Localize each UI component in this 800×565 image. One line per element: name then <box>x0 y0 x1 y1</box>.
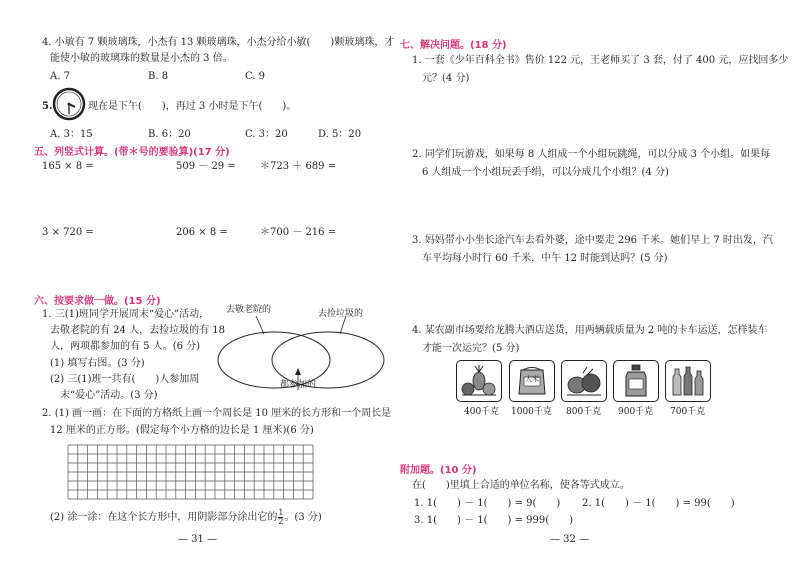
s7-q1-line1: 1. 一套《少年百科全书》售价 122 元，王老师买了 3 套，付了 400 元，应找回多少 <box>412 55 789 66</box>
section-5-title: 五、列竖式计算。(带＊号的要验算)(17 分) <box>34 147 230 158</box>
venn-label-left: 去敬老院的 <box>226 305 272 315</box>
page-number-left: — 31 — <box>178 534 218 545</box>
venn-label-bottom: 都参加的 <box>280 380 317 390</box>
s7-q4-line1: 4. 某农副市场要给龙腾大酒店送货，用两辆载质量为 2 吨的卡车运送，怎样装车 <box>412 325 768 336</box>
s6-q2b-text <box>50 509 322 526</box>
q4-option-c: C. 9 <box>245 71 266 82</box>
goods-box-vegetables <box>561 360 607 402</box>
bonus-eq2: 2. 1( ) － 1( ) = 99( ) <box>582 498 735 509</box>
square-grid <box>66 443 316 501</box>
goods-label-5: 700千克 <box>670 407 706 417</box>
s6-q2-line1: 2. (1) 画一画：在下面的方格纸上画一个周长是 10 厘米的长方形和一个周长是 <box>42 408 392 419</box>
s6-q1-line3: 人，两项都参加的有 5 人。(6 分) <box>50 341 201 352</box>
s6-q2b-main: (2) 涂一涂：在这个长方形中，用阴影部分涂出它的 <box>50 512 278 523</box>
s7-q2-line2: 6 人组成一个小组玩丢手绢，可以分成几个小组？(4 分) <box>422 167 669 178</box>
s7-q3-line2: 车平均每小时行 60 千米，中午 12 时能到达吗？(5 分) <box>422 253 668 264</box>
clock-icon <box>52 87 86 121</box>
bonus-eq3: 3. 1( ) － 1( ) = 999( ) <box>414 515 574 526</box>
goods-label-1: 400千克 <box>464 407 500 417</box>
q5-option-b: B. 6：20 <box>148 129 191 140</box>
drink-bottles-icon <box>669 365 707 397</box>
goods-label-4: 900千克 <box>618 407 654 417</box>
q5-option-c: C. 3：20 <box>245 129 288 140</box>
s6-q2b-end: 。(3 分) <box>284 512 322 523</box>
fraction-denominator: 2 <box>278 517 284 526</box>
s7-q3-line1: 3. 妈妈带小小坐长途汽车去看外婆，途中要走 296 千米。她们早上 7 时出发，汽 <box>412 235 773 246</box>
goods-label-2: 1000千克 <box>511 407 552 417</box>
venn-label-right: 去捡垃圾的 <box>318 309 364 319</box>
fruit-icon <box>460 365 498 397</box>
calc-4: 3 × 720 = <box>42 227 94 238</box>
s6-q1-line4: (1) 填写右图。(3 分) <box>50 358 145 369</box>
s7-q2-line1: 2. 同学们玩游戏，如果每 8 人组成一个小组玩跳绳，可以分成 3 个小组。如果每 <box>412 149 771 160</box>
bonus-intro: 在( )里填上合适的单位名称，使各等式成立。 <box>412 480 630 491</box>
oil-bottle-icon <box>623 364 649 398</box>
section-6-title: 六、按要求做一做。(15 分) <box>34 296 161 307</box>
q4-line1: 4. 小敏有 7 颗玻璃珠，小杰有 13 颗玻璃珠，小杰分给小敏( )颗玻璃珠，才 <box>42 37 395 48</box>
goods-box-rice <box>509 360 555 402</box>
vegetables-icon <box>565 365 603 397</box>
goods-box-fruit <box>456 360 502 402</box>
page-number-right: — 32 — <box>550 534 590 545</box>
q5-option-a: A. 3：15 <box>50 129 93 140</box>
s6-q1-line1: 1. 三(1)班同学开展周末“爱心”活动， <box>42 309 210 320</box>
s6-q1-line6: 末“爱心”活动。(3 分) <box>60 390 158 401</box>
fraction-numerator: 1 <box>278 508 284 517</box>
s7-q4-line2: 才能一次运完？(5 分) <box>422 343 520 354</box>
s7-q1-line2: 元？(4 分) <box>422 73 470 84</box>
bonus-eq1: 1. 1( ) － 1( ) = 9( ) <box>414 498 561 509</box>
s6-q1-line2: 去敬老院的有 24 人，去捡垃圾的有 18 <box>50 325 225 336</box>
goods-box-drinks <box>665 360 711 402</box>
s6-q1-line5: (2) 三(1)班一共有( )人参加周 <box>50 374 200 385</box>
q4-line2: 能使小敏的玻璃珠的数量是小杰的 3 倍。 <box>50 53 233 64</box>
calc-5: 206 × 8 = <box>176 227 228 238</box>
rice-tag: 大米 <box>525 375 539 383</box>
calc-3: ＊723 ＋ 689 = <box>260 161 337 172</box>
fraction-half <box>278 509 283 526</box>
q5-number: 5. <box>42 101 53 112</box>
bonus-title: 附加题。(10 分) <box>400 465 477 476</box>
q4-option-b: B. 8 <box>148 71 169 82</box>
q5-option-d: D. 5：20 <box>318 129 362 140</box>
calc-6: ＊700 － 216 = <box>260 227 337 238</box>
q4-option-a: A. 7 <box>50 71 70 82</box>
section-7-title: 七、解决问题。(18 分) <box>400 40 507 51</box>
s6-q2-line2: 12 厘米的正方形。(假定每个小方格的边长是 1 厘米)(6 分) <box>50 425 314 436</box>
calc-2: 509 － 29 = <box>176 161 236 172</box>
goods-box-oil <box>613 360 659 402</box>
q5-text: 现在是下午( )，再过 3 小时是下午( )。 <box>88 101 297 112</box>
calc-1: 165 × 8 = <box>42 161 94 172</box>
goods-label-3: 800千克 <box>566 407 602 417</box>
